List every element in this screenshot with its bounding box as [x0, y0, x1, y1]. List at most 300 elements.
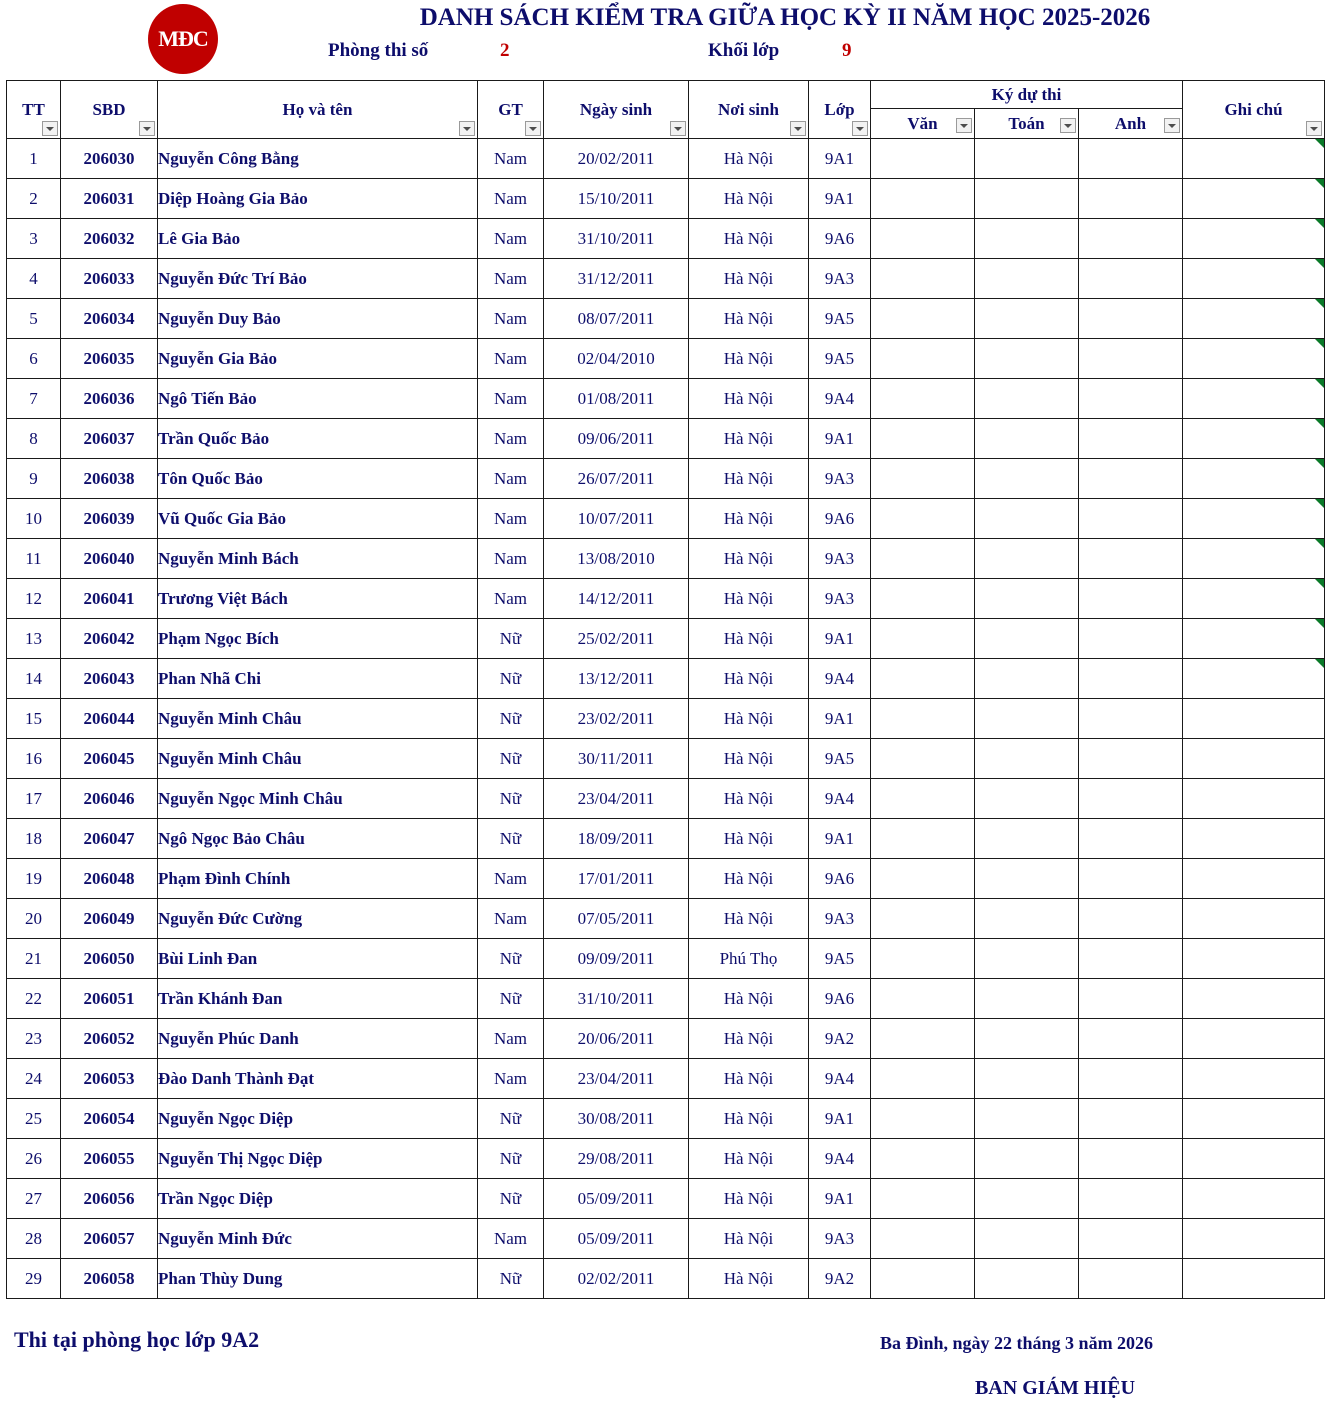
cell-birthplace: Hà Nội — [689, 899, 809, 939]
cell-sign-anh[interactable] — [1079, 419, 1183, 459]
cell-tt: 3 — [7, 219, 61, 259]
cell-birthplace: Hà Nội — [689, 1139, 809, 1179]
cell-sign-anh[interactable] — [1079, 819, 1183, 859]
cell-sign-toan[interactable] — [975, 939, 1079, 979]
cell-name: Nguyễn Minh Đức — [158, 1219, 478, 1259]
cell-gender: Nữ — [478, 1099, 544, 1139]
cell-sign-anh[interactable] — [1079, 619, 1183, 659]
cell-class: 9A1 — [809, 819, 871, 859]
table-row — [7, 539, 1325, 579]
cell-note[interactable] — [1183, 1219, 1325, 1259]
cell-tt: 22 — [7, 979, 61, 1019]
filter-gt-icon[interactable] — [525, 121, 541, 136]
cell-sign-toan[interactable] — [975, 539, 1079, 579]
cell-dob: 17/01/2011 — [544, 859, 689, 899]
cell-note[interactable] — [1183, 339, 1325, 379]
cell-sign-van[interactable] — [871, 179, 975, 219]
cell-class: 9A3 — [809, 1219, 871, 1259]
cell-name: Nguyễn Phúc Danh — [158, 1019, 478, 1059]
col-header-sbd-label: SBD — [92, 99, 126, 119]
col-header-note — [1183, 81, 1325, 139]
cell-sbd: 206054 — [61, 1099, 158, 1139]
cell-note[interactable] — [1183, 979, 1325, 1019]
cell-class: 9A1 — [809, 619, 871, 659]
cell-class: 9A5 — [809, 939, 871, 979]
cell-sign-toan[interactable] — [975, 1219, 1079, 1259]
cell-sbd: 206035 — [61, 339, 158, 379]
cell-sign-van[interactable] — [871, 1219, 975, 1259]
cell-note[interactable] — [1183, 779, 1325, 819]
cell-note[interactable] — [1183, 1139, 1325, 1179]
cell-note[interactable] — [1183, 1059, 1325, 1099]
cell-gender: Nam — [478, 859, 544, 899]
cell-sign-toan[interactable] — [975, 1099, 1079, 1139]
comment-flag-icon — [1315, 579, 1324, 588]
cell-sign-van[interactable] — [871, 139, 975, 179]
cell-tt: 15 — [7, 699, 61, 739]
cell-class: 9A1 — [809, 179, 871, 219]
school-logo — [148, 4, 240, 74]
comment-flag-icon — [1315, 139, 1324, 148]
table-row — [7, 219, 1325, 259]
cell-dob: 29/08/2011 — [544, 1139, 689, 1179]
cell-sign-van[interactable] — [871, 499, 975, 539]
cell-tt: 26 — [7, 1139, 61, 1179]
cell-sign-toan[interactable] — [975, 1139, 1079, 1179]
cell-gender: Nữ — [478, 1259, 544, 1299]
cell-dob: 13/12/2011 — [544, 659, 689, 699]
cell-note[interactable] — [1183, 819, 1325, 859]
cell-gender: Nữ — [478, 819, 544, 859]
cell-gender: Nữ — [478, 619, 544, 659]
cell-sbd: 206045 — [61, 739, 158, 779]
cell-sign-van[interactable] — [871, 899, 975, 939]
table-row — [7, 139, 1325, 179]
cell-sign-toan[interactable] — [975, 979, 1079, 1019]
filter-class-icon[interactable] — [852, 121, 868, 136]
cell-sign-van[interactable] — [871, 459, 975, 499]
cell-sign-anh[interactable] — [1079, 339, 1183, 379]
cell-note[interactable] — [1183, 699, 1325, 739]
cell-sign-van[interactable] — [871, 579, 975, 619]
table-row — [7, 1259, 1325, 1299]
comment-flag-icon — [1315, 459, 1324, 468]
cell-dob: 02/02/2011 — [544, 1259, 689, 1299]
cell-birthplace: Hà Nội — [689, 339, 809, 379]
filter-toan-icon[interactable] — [1060, 118, 1076, 133]
cell-gender: Nữ — [478, 699, 544, 739]
cell-note[interactable] — [1183, 739, 1325, 779]
cell-sign-toan[interactable] — [975, 1179, 1079, 1219]
cell-note[interactable] — [1183, 579, 1325, 619]
cell-sign-anh[interactable] — [1079, 299, 1183, 339]
cell-birthplace: Hà Nội — [689, 1219, 809, 1259]
cell-class: 9A6 — [809, 219, 871, 259]
cell-gender: Nam — [478, 899, 544, 939]
cell-note[interactable] — [1183, 539, 1325, 579]
cell-note[interactable] — [1183, 139, 1325, 179]
room-label: Phòng thi số — [328, 40, 429, 61]
cell-birthplace: Hà Nội — [689, 859, 809, 899]
cell-name: Bùi Linh Đan — [158, 939, 478, 979]
table-row — [7, 499, 1325, 539]
cell-sign-van[interactable] — [871, 979, 975, 1019]
col-header-class — [809, 81, 871, 139]
cell-dob: 23/02/2011 — [544, 699, 689, 739]
cell-sign-anh[interactable] — [1079, 859, 1183, 899]
cell-class: 9A6 — [809, 499, 871, 539]
grade-label: Khối lớp — [708, 40, 780, 61]
cell-class: 9A6 — [809, 859, 871, 899]
cell-note[interactable] — [1183, 619, 1325, 659]
cell-dob: 14/12/2011 — [544, 579, 689, 619]
cell-sign-toan[interactable] — [975, 139, 1079, 179]
cell-sign-anh[interactable] — [1079, 1059, 1183, 1099]
cell-sign-anh[interactable] — [1079, 1019, 1183, 1059]
cell-tt: 7 — [7, 379, 61, 419]
col-header-gt — [478, 81, 544, 139]
cell-sign-toan[interactable] — [975, 339, 1079, 379]
cell-sign-anh[interactable] — [1079, 499, 1183, 539]
cell-birthplace: Hà Nội — [689, 1259, 809, 1299]
cell-birthplace: Hà Nội — [689, 779, 809, 819]
cell-note[interactable] — [1183, 1099, 1325, 1139]
col-header-birthplace-label: Nơi sinh — [718, 99, 779, 119]
filter-name-icon[interactable] — [459, 121, 475, 136]
cell-sign-anh[interactable] — [1079, 139, 1183, 179]
cell-gender: Nam — [478, 259, 544, 299]
cell-gender: Nam — [478, 219, 544, 259]
cell-dob: 25/02/2011 — [544, 619, 689, 659]
cell-class: 9A1 — [809, 1099, 871, 1139]
cell-sign-van[interactable] — [871, 619, 975, 659]
table-row — [7, 299, 1325, 339]
cell-note[interactable] — [1183, 259, 1325, 299]
cell-sign-toan[interactable] — [975, 259, 1079, 299]
cell-sign-toan[interactable] — [975, 1019, 1079, 1059]
table-row — [7, 1019, 1325, 1059]
filter-tt-icon[interactable] — [42, 121, 58, 136]
cell-class: 9A5 — [809, 339, 871, 379]
filter-dob-icon[interactable] — [670, 121, 686, 136]
cell-gender: Nam — [478, 139, 544, 179]
cell-sign-van[interactable] — [871, 739, 975, 779]
cell-note[interactable] — [1183, 1259, 1325, 1299]
cell-note[interactable] — [1183, 899, 1325, 939]
col-header-sbd — [61, 81, 158, 139]
cell-sbd: 206052 — [61, 1019, 158, 1059]
cell-name: Ngô Tiến Bảo — [158, 379, 478, 419]
cell-birthplace: Hà Nội — [689, 1019, 809, 1059]
cell-birthplace: Hà Nội — [689, 1099, 809, 1139]
cell-tt: 12 — [7, 579, 61, 619]
cell-sbd: 206055 — [61, 1139, 158, 1179]
cell-sign-toan[interactable] — [975, 419, 1079, 459]
cell-sign-toan[interactable] — [975, 819, 1079, 859]
cell-gender: Nam — [478, 339, 544, 379]
cell-sign-anh[interactable] — [1079, 1139, 1183, 1179]
cell-name: Tôn Quốc Bảo — [158, 459, 478, 499]
table-row — [7, 619, 1325, 659]
cell-sign-van[interactable] — [871, 1259, 975, 1299]
table-row — [7, 419, 1325, 459]
cell-sign-anh[interactable] — [1079, 539, 1183, 579]
cell-sign-van[interactable] — [871, 259, 975, 299]
cell-sign-toan[interactable] — [975, 619, 1079, 659]
cell-sign-anh[interactable] — [1079, 659, 1183, 699]
cell-note[interactable] — [1183, 499, 1325, 539]
cell-sign-anh[interactable] — [1079, 459, 1183, 499]
cell-dob: 20/02/2011 — [544, 139, 689, 179]
cell-birthplace: Hà Nội — [689, 579, 809, 619]
col-header-name — [158, 81, 478, 139]
cell-note[interactable] — [1183, 859, 1325, 899]
cell-class: 9A3 — [809, 539, 871, 579]
cell-sign-anh[interactable] — [1079, 939, 1183, 979]
cell-gender: Nữ — [478, 659, 544, 699]
cell-sbd: 206053 — [61, 1059, 158, 1099]
cell-sign-van[interactable] — [871, 539, 975, 579]
cell-sign-toan[interactable] — [975, 299, 1079, 339]
cell-gender: Nam — [478, 579, 544, 619]
cell-sign-van[interactable] — [871, 1059, 975, 1099]
cell-dob: 18/09/2011 — [544, 819, 689, 859]
cell-dob: 26/07/2011 — [544, 459, 689, 499]
table-row — [7, 699, 1325, 739]
filter-sbd-icon[interactable] — [139, 121, 155, 136]
cell-tt: 14 — [7, 659, 61, 699]
cell-sign-toan[interactable] — [975, 179, 1079, 219]
cell-dob: 31/10/2011 — [544, 219, 689, 259]
cell-sign-toan[interactable] — [975, 219, 1079, 259]
cell-class: 9A3 — [809, 579, 871, 619]
cell-note[interactable] — [1183, 1019, 1325, 1059]
cell-gender: Nam — [478, 1059, 544, 1099]
cell-note[interactable] — [1183, 219, 1325, 259]
footer-room-note: Thi tại phòng học lớp 9A2 — [14, 1327, 260, 1352]
col-header-gt-label: GT — [498, 99, 523, 119]
cell-birthplace: Hà Nội — [689, 739, 809, 779]
cell-birthplace: Hà Nội — [689, 539, 809, 579]
cell-tt: 25 — [7, 1099, 61, 1139]
cell-sign-van[interactable] — [871, 379, 975, 419]
cell-sign-van[interactable] — [871, 1019, 975, 1059]
cell-name: Nguyễn Đức Cường — [158, 899, 478, 939]
cell-sign-anh[interactable] — [1079, 1179, 1183, 1219]
col-header-class-label: Lớp — [824, 99, 855, 119]
cell-birthplace: Hà Nội — [689, 299, 809, 339]
cell-sign-toan[interactable] — [975, 859, 1079, 899]
cell-sign-van[interactable] — [871, 659, 975, 699]
table-header — [7, 81, 1325, 139]
cell-birthplace: Hà Nội — [689, 619, 809, 659]
cell-class: 9A6 — [809, 979, 871, 1019]
cell-sign-anh[interactable] — [1079, 1219, 1183, 1259]
comment-flag-icon — [1315, 539, 1324, 548]
cell-note[interactable] — [1183, 419, 1325, 459]
cell-note[interactable] — [1183, 379, 1325, 419]
cell-sign-toan[interactable] — [975, 379, 1079, 419]
cell-sbd: 206044 — [61, 699, 158, 739]
cell-name: Nguyễn Gia Bảo — [158, 339, 478, 379]
cell-tt: 10 — [7, 499, 61, 539]
cell-sign-van[interactable] — [871, 779, 975, 819]
cell-class: 9A1 — [809, 139, 871, 179]
cell-sign-van[interactable] — [871, 419, 975, 459]
col-header-birthplace — [689, 81, 809, 139]
cell-class: 9A4 — [809, 379, 871, 419]
document-header — [0, 0, 1338, 78]
table-row — [7, 819, 1325, 859]
cell-sign-van[interactable] — [871, 699, 975, 739]
cell-dob: 02/04/2010 — [544, 339, 689, 379]
cell-sbd: 206030 — [61, 139, 158, 179]
cell-name: Trương Việt Bách — [158, 579, 478, 619]
cell-name: Nguyễn Minh Bách — [158, 539, 478, 579]
cell-sign-toan[interactable] — [975, 499, 1079, 539]
cell-tt: 21 — [7, 939, 61, 979]
cell-tt: 1 — [7, 139, 61, 179]
cell-dob: 15/10/2011 — [544, 179, 689, 219]
cell-sign-toan[interactable] — [975, 739, 1079, 779]
cell-note[interactable] — [1183, 299, 1325, 339]
table-row — [7, 259, 1325, 299]
col-header-sign-toan-label: Toán — [1008, 113, 1045, 133]
cell-sign-anh[interactable] — [1079, 1259, 1183, 1299]
table-body — [7, 139, 1325, 1299]
cell-name: Nguyễn Thị Ngọc Diệp — [158, 1139, 478, 1179]
cell-name: Trần Khánh Đan — [158, 979, 478, 1019]
cell-sbd: 206058 — [61, 1259, 158, 1299]
comment-flag-icon — [1315, 499, 1324, 508]
filter-anh-icon[interactable] — [1164, 118, 1180, 133]
cell-tt: 13 — [7, 619, 61, 659]
cell-note[interactable] — [1183, 1179, 1325, 1219]
cell-sign-anh[interactable] — [1079, 779, 1183, 819]
cell-sign-van[interactable] — [871, 219, 975, 259]
cell-note[interactable] — [1183, 459, 1325, 499]
cell-sign-toan[interactable] — [975, 1059, 1079, 1099]
cell-sign-van[interactable] — [871, 299, 975, 339]
cell-sign-anh[interactable] — [1079, 579, 1183, 619]
cell-sign-van[interactable] — [871, 339, 975, 379]
cell-gender: Nam — [478, 499, 544, 539]
cell-sign-anh[interactable] — [1079, 739, 1183, 779]
filter-birthplace-icon[interactable] — [790, 121, 806, 136]
cell-gender: Nam — [478, 299, 544, 339]
table-row — [7, 979, 1325, 1019]
cell-note[interactable] — [1183, 179, 1325, 219]
comment-flag-icon — [1315, 419, 1324, 428]
cell-sign-anh[interactable] — [1079, 379, 1183, 419]
cell-sign-toan[interactable] — [975, 1259, 1079, 1299]
cell-sign-anh[interactable] — [1079, 1099, 1183, 1139]
cell-gender: Nam — [478, 379, 544, 419]
cell-dob: 07/05/2011 — [544, 899, 689, 939]
footer-signer: BAN GIÁM HIỆU — [975, 1377, 1136, 1399]
cell-sign-van[interactable] — [871, 1139, 975, 1179]
cell-sign-toan[interactable] — [975, 699, 1079, 739]
table-row — [7, 899, 1325, 939]
cell-note[interactable] — [1183, 659, 1325, 699]
col-header-sign-van — [871, 109, 975, 139]
table-row — [7, 659, 1325, 699]
col-header-sign-toan — [975, 109, 1079, 139]
cell-sbd: 206043 — [61, 659, 158, 699]
table-row — [7, 739, 1325, 779]
cell-dob: 10/07/2011 — [544, 499, 689, 539]
cell-dob: 30/11/2011 — [544, 739, 689, 779]
cell-sign-toan[interactable] — [975, 459, 1079, 499]
cell-sign-van[interactable] — [871, 859, 975, 899]
cell-name: Phan Thùy Dung — [158, 1259, 478, 1299]
cell-sign-anh[interactable] — [1079, 179, 1183, 219]
cell-sign-van[interactable] — [871, 819, 975, 859]
cell-class: 9A5 — [809, 739, 871, 779]
cell-tt: 24 — [7, 1059, 61, 1099]
cell-note[interactable] — [1183, 939, 1325, 979]
col-header-sign-anh — [1079, 109, 1183, 139]
cell-tt: 2 — [7, 179, 61, 219]
cell-name: Lê Gia Bảo — [158, 219, 478, 259]
cell-dob: 09/06/2011 — [544, 419, 689, 459]
col-header-note-label: Ghi chú — [1224, 99, 1283, 119]
filter-note-icon[interactable] — [1306, 121, 1322, 136]
cell-birthplace: Hà Nội — [689, 1179, 809, 1219]
cell-sign-toan[interactable] — [975, 659, 1079, 699]
cell-sbd: 206046 — [61, 779, 158, 819]
cell-class: 9A2 — [809, 1019, 871, 1059]
cell-birthplace: Hà Nội — [689, 379, 809, 419]
cell-class: 9A4 — [809, 1139, 871, 1179]
cell-sign-anh[interactable] — [1079, 699, 1183, 739]
cell-name: Trần Ngọc Diệp — [158, 1179, 478, 1219]
cell-sign-toan[interactable] — [975, 579, 1079, 619]
cell-sign-toan[interactable] — [975, 779, 1079, 819]
cell-class: 9A1 — [809, 699, 871, 739]
cell-sign-anh[interactable] — [1079, 219, 1183, 259]
cell-birthplace: Hà Nội — [689, 139, 809, 179]
cell-gender: Nam — [478, 459, 544, 499]
cell-birthplace: Hà Nội — [689, 979, 809, 1019]
logo-text: MĐC — [158, 26, 208, 51]
cell-class: 9A4 — [809, 1059, 871, 1099]
cell-sbd: 206057 — [61, 1219, 158, 1259]
cell-sbd: 206056 — [61, 1179, 158, 1219]
cell-name: Phạm Ngọc Bích — [158, 619, 478, 659]
cell-sign-toan[interactable] — [975, 899, 1079, 939]
cell-sign-anh[interactable] — [1079, 899, 1183, 939]
cell-dob: 13/08/2010 — [544, 539, 689, 579]
table-row — [7, 379, 1325, 419]
cell-birthplace: Hà Nội — [689, 179, 809, 219]
comment-flag-icon — [1315, 259, 1324, 268]
cell-name: Ngô Ngọc Bảo Châu — [158, 819, 478, 859]
cell-sign-van[interactable] — [871, 1179, 975, 1219]
cell-sign-van[interactable] — [871, 1099, 975, 1139]
cell-gender: Nam — [478, 1219, 544, 1259]
cell-class: 9A2 — [809, 1259, 871, 1299]
cell-sign-anh[interactable] — [1079, 259, 1183, 299]
cell-sign-van[interactable] — [871, 939, 975, 979]
cell-sign-anh[interactable] — [1079, 979, 1183, 1019]
comment-flag-icon — [1315, 659, 1324, 668]
cell-tt: 8 — [7, 419, 61, 459]
cell-gender: Nam — [478, 419, 544, 459]
cell-class: 9A3 — [809, 899, 871, 939]
footer-date: Ba Đình, ngày 22 tháng 3 năm 2026 — [880, 1333, 1154, 1353]
filter-van-icon[interactable] — [956, 118, 972, 133]
